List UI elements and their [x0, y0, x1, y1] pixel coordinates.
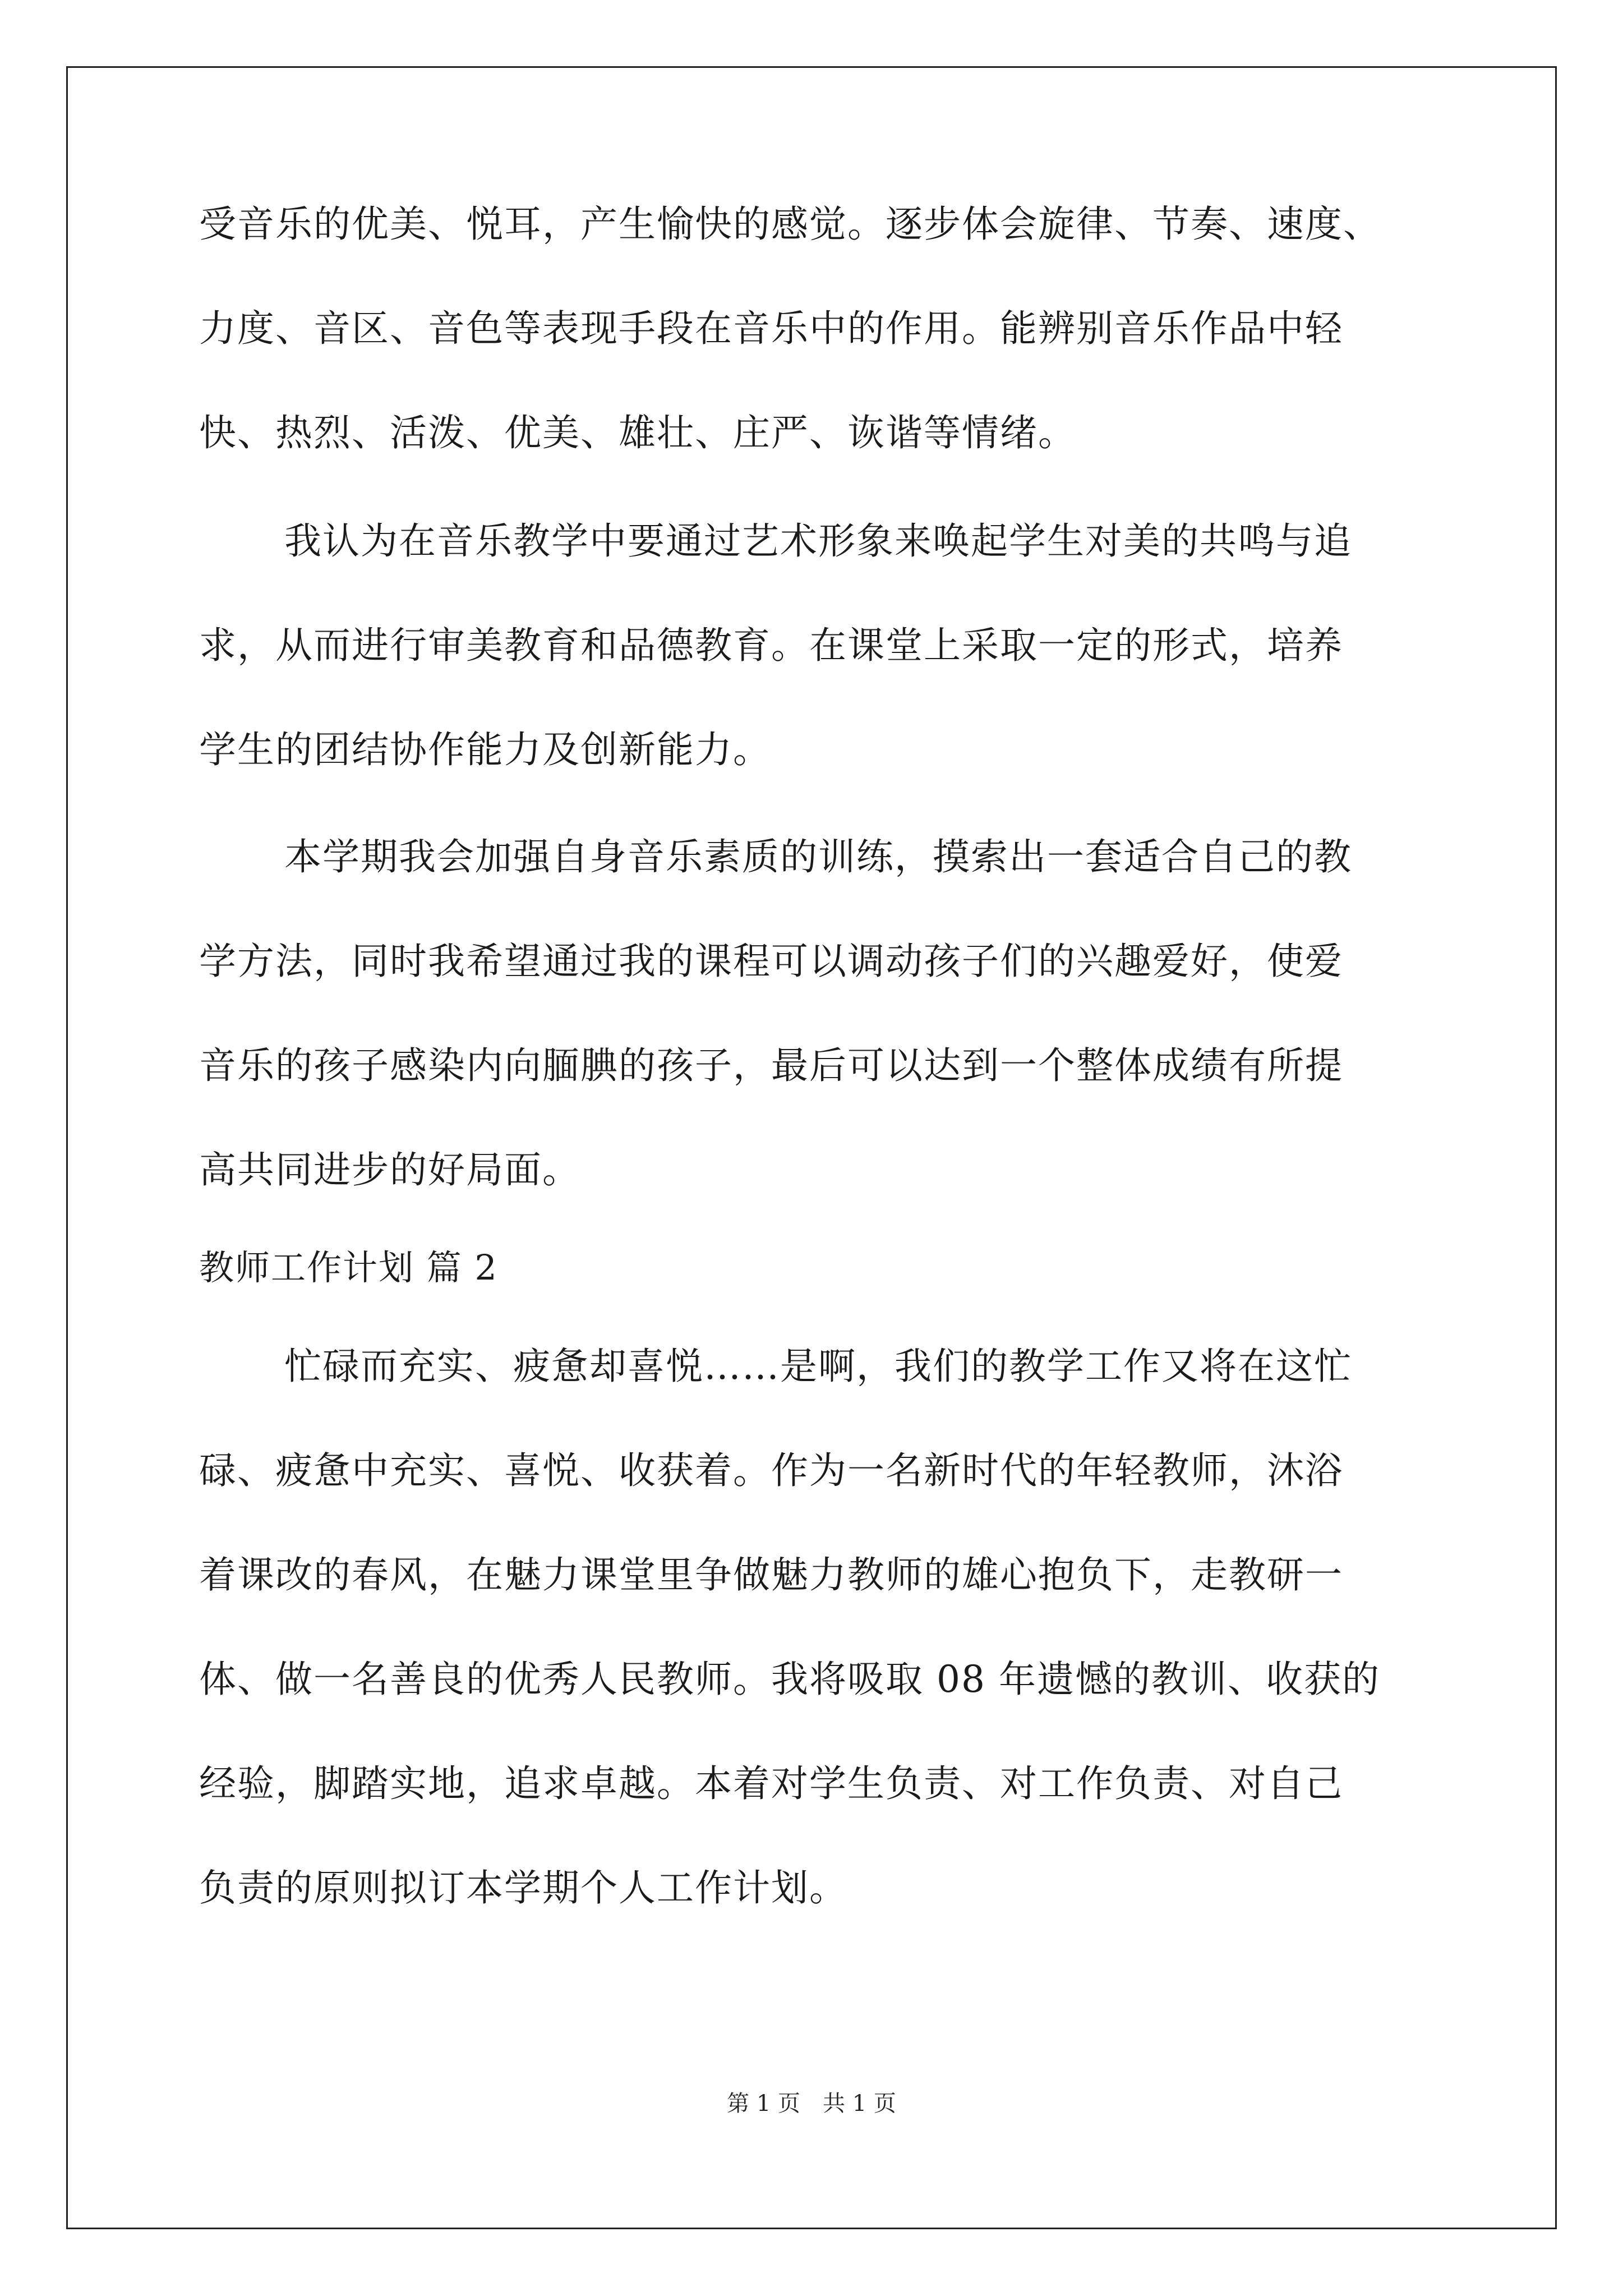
paragraph-3-line-3: 音乐的孩子感染内向腼腆的孩子，最后可以达到一个整体成绩有所提: [199, 1044, 1343, 1087]
paragraph-1-line-1: 受音乐的优美、悦耳，产生愉快的感觉。逐步体会旋律、节奏、速度、: [199, 203, 1381, 246]
paragraph-2-line-2: 求，从而进行审美教育和品德教育。在课堂上采取一定的形式，培养: [199, 624, 1343, 667]
paragraph-3-line-4: 高共同进步的好局面。: [199, 1148, 580, 1191]
page-footer: [0, 2087, 1623, 2120]
paragraph-3-line-2: 学方法，同时我希望通过我的课程可以调动孩子们的兴趣爱好，使爱: [199, 940, 1343, 983]
paragraph-4-line-4: 体、做一名善良的优秀人民教师。我将吸取 08 年遗憾的教训、收获的: [199, 1658, 1380, 1701]
page-total: 共 1 页: [823, 2091, 896, 2116]
paragraph-2-line-1: 我认为在音乐教学中要通过艺术形象来唤起学生对美的共鸣与追: [284, 519, 1352, 563]
paragraph-4-line-2: 碌、疲惫中充实、喜悦、收获着。作为一名新时代的年轻教师，沐浴: [199, 1449, 1343, 1492]
section-heading: 教师工作计划 篇 2: [199, 1247, 498, 1288]
paragraph-4-line-5: 经验，脚踏实地，追求卓越。本着对学生负责、对工作负责、对自己: [199, 1762, 1343, 1805]
paragraph-4-line-6: 负责的原则拟订本学期个人工作计划。: [199, 1866, 847, 1910]
paragraph-4-line-1: 忙碌而充实、疲惫却喜悦……是啊，我们的教学工作又将在这忙: [284, 1345, 1352, 1388]
paragraph-1-line-3: 快、热烈、活泼、优美、雄壮、庄严、诙谐等情绪。: [199, 411, 1076, 454]
page-number: 第 1 页: [727, 2091, 800, 2116]
paragraph-1-line-2: 力度、音区、音色等表现手段在音乐中的作用。能辨别音乐作品中轻: [199, 307, 1343, 350]
paragraph-2-line-3: 学生的团结协作能力及创新能力。: [199, 728, 771, 771]
paragraph-4-line-3: 着课改的春风，在魅力课堂里争做魅力教师的雄心抱负下，走教研一: [199, 1553, 1343, 1596]
paragraph-3-line-1: 本学期我会加强自身音乐素质的训练，摸索出一套适合自己的教: [284, 835, 1352, 878]
